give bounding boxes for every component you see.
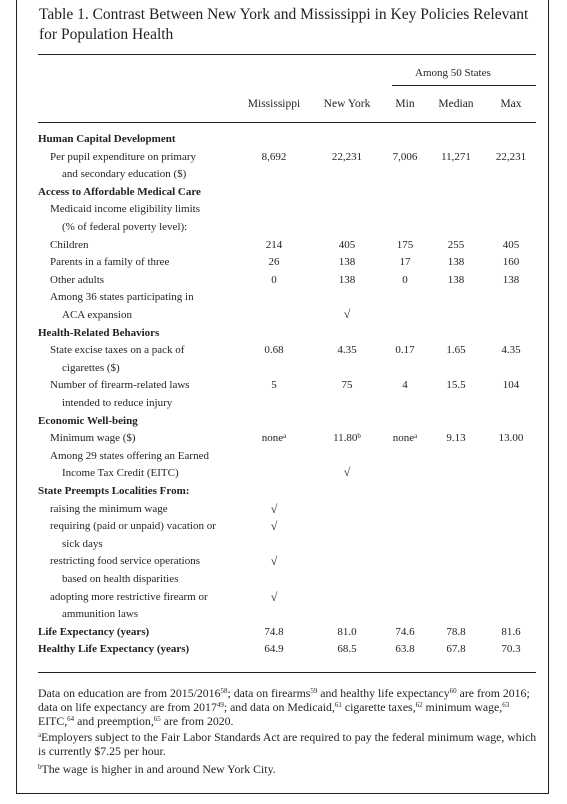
note-superscript: 62 [415, 701, 423, 709]
check-mark-icon: √ [343, 307, 351, 321]
cell-value: 138 [338, 256, 356, 269]
cell-value: 0.17 [395, 344, 415, 357]
table-cell [476, 256, 546, 269]
cell-value: 138 [338, 273, 356, 286]
row-label: adopting more restrictive firearm or [50, 590, 208, 603]
table-cell [476, 344, 546, 357]
row-label: restricting food service operations [50, 555, 200, 568]
check-mark-icon: √ [343, 465, 351, 480]
cell-value: 5 [271, 379, 277, 392]
cell-value: 67.8 [446, 643, 466, 656]
row-label: sick days [62, 537, 103, 550]
note-superscript: 59 [310, 687, 318, 695]
cell-value: 255 [447, 238, 465, 251]
cell-value: none [392, 432, 415, 445]
row-label: raising the minimum wage [50, 502, 168, 515]
section-heading: Access to Affordable Medical Care [38, 185, 201, 198]
row-label: Medicaid income eligibility limits [50, 203, 201, 216]
cell-value: 160 [502, 256, 520, 269]
table-cell [476, 239, 546, 252]
note-text: EITC, [38, 714, 68, 728]
note-superscript: 60 [449, 687, 457, 695]
cell-value: 11,271 [441, 150, 471, 163]
column-header: Min [395, 98, 415, 110]
footnote-marker: a [414, 432, 418, 441]
note-text: ; and data on Medicaid, [223, 700, 335, 714]
cell-value: 11.80 [333, 432, 358, 445]
note-superscript: 58 [220, 687, 228, 695]
top-rule [38, 54, 536, 55]
cell-value: 405 [502, 238, 520, 251]
cell-value: 81.6 [501, 625, 521, 638]
row-label: Number of firearm-related laws [50, 379, 190, 392]
row-label: Other adults [50, 273, 105, 286]
table-cell [239, 274, 309, 287]
group-header: Among 50 States [415, 67, 491, 79]
note-text: Employers subject to the Fair Labor Standards Act are required to pay the federal minimum wage, which is currently $7.25 per hour. [38, 730, 537, 758]
table-cell [476, 379, 546, 392]
note-superscript: 61 [334, 701, 342, 709]
table-title: Table 1. Contrast Between New York and Mississippi in Key Policies Relevant for Population Health [39, 6, 529, 43]
cell-value: 405 [338, 238, 356, 251]
check-mark-icon: √ [270, 589, 278, 604]
cell-value: 1.65 [446, 344, 466, 357]
section-heading: Healthy Life Expectancy (years) [38, 643, 190, 656]
check-mark-icon: √ [270, 501, 278, 516]
note-superscript: 63 [502, 701, 510, 709]
table-cell [476, 151, 546, 164]
row-label: ACA expansion [62, 309, 132, 321]
row-label: Parents in a family of three [50, 256, 170, 269]
table-cell [476, 626, 546, 639]
cell-value: 22,231 [331, 150, 363, 163]
table-cell [239, 151, 309, 164]
cell-value: 138 [502, 273, 520, 286]
section-heading: Life Expectancy (years) [38, 625, 150, 638]
cell-value: 0.68 [264, 344, 284, 357]
cell-value: 0 [402, 273, 408, 286]
table-cell [239, 432, 309, 445]
cell-value: 74.8 [264, 625, 284, 638]
cell-value: 13.00 [498, 432, 524, 445]
note-text: Data on education are from 2015/2016 [38, 686, 221, 700]
column-header: Mississippi [247, 98, 301, 110]
row-label: Among 36 states participating in [50, 291, 194, 304]
table-note [38, 686, 538, 728]
header-rule [38, 122, 536, 123]
cell-value: 22,231 [495, 150, 527, 163]
row-label: Children [50, 238, 89, 251]
note-superscript: 65 [153, 715, 161, 723]
note-superscript: 64 [67, 715, 75, 723]
row-label: (% of federal poverty level): [62, 221, 188, 233]
row-label: based on health disparities [62, 573, 179, 585]
table-cell [239, 239, 309, 252]
cell-value: 175 [396, 238, 414, 251]
footnote-marker: a [283, 432, 287, 441]
table-cell [239, 344, 309, 357]
note-text: minimum wage, [422, 700, 503, 714]
table-note [38, 730, 538, 758]
table-cell [476, 432, 546, 445]
cell-value: 75 [341, 379, 353, 392]
row-label: intended to reduce injury [62, 397, 173, 409]
table-note [38, 762, 538, 776]
note-text: ; data on firearms [227, 686, 311, 700]
table-cell [239, 256, 309, 269]
row-label: ammunition laws [62, 608, 139, 621]
section-heading: Human Capital Development [38, 133, 176, 145]
cell-value: 4.35 [501, 344, 521, 357]
row-label: and secondary education ($) [62, 168, 187, 181]
column-header: Median [438, 98, 474, 110]
check-mark-icon: √ [270, 519, 278, 534]
cell-value: 0 [271, 273, 277, 286]
section-heading: State Preempts Localities From: [38, 485, 190, 497]
note-text: cigarette taxes, [341, 700, 416, 714]
cell-value: 64.9 [264, 643, 284, 656]
cell-value: 70.3 [501, 643, 521, 656]
row-label: Income Tax Credit (EITC) [62, 467, 179, 480]
note-superscript: 49 [216, 701, 224, 709]
cell-value: 17 [399, 256, 411, 269]
cell-value: 63.8 [395, 643, 415, 656]
table-cell [239, 379, 309, 392]
cell-value: 138 [447, 256, 465, 269]
note-superscript: a [38, 731, 42, 739]
bottom-rule [38, 672, 536, 673]
row-label: Minimum wage ($) [50, 432, 136, 445]
cell-value: none [261, 432, 284, 445]
section-heading: Economic Well-being [38, 414, 138, 427]
cell-value: 104 [502, 379, 520, 392]
row-label: Among 29 states offering an Earned [50, 449, 209, 462]
row-label: Per pupil expenditure on primary [50, 150, 197, 163]
note-text: The wage is higher in and around New York City. [41, 762, 276, 776]
row-label: State excise taxes on a pack of [50, 344, 185, 357]
table-cell [239, 643, 309, 656]
cell-value: 78.8 [446, 625, 466, 638]
cell-value: 9.13 [446, 432, 466, 445]
cell-value: 74.6 [395, 625, 415, 638]
cell-value: 68.5 [337, 643, 357, 656]
cell-value: 26 [268, 256, 280, 269]
footnote-marker: b [357, 432, 361, 441]
column-header: Max [500, 98, 522, 110]
column-header: New York [323, 98, 371, 110]
cell-value: 214 [265, 238, 283, 251]
cell-value: 81.0 [337, 625, 357, 638]
cell-value: 15.5 [446, 379, 466, 392]
check-mark-icon: √ [270, 554, 278, 569]
note-superscript: b [38, 763, 42, 771]
row-label: requiring (paid or unpaid) vacation or [50, 520, 216, 533]
group-header-rule [392, 85, 536, 86]
section-heading: Health-Related Behaviors [38, 326, 160, 339]
cell-value: 138 [447, 273, 465, 286]
cell-value: 4.35 [337, 344, 357, 357]
cell-value: 4 [402, 379, 408, 392]
note-text: and preemption, [74, 714, 154, 728]
table-cell [239, 626, 309, 639]
note-text: and healthy life expectancy [317, 686, 450, 700]
cell-value: 7,006 [392, 150, 418, 163]
note-text: are from 2020. [160, 714, 234, 728]
row-label: cigarettes ($) [62, 361, 120, 374]
note-text: are from 2016; data on life expectancy are from 2017 [38, 686, 530, 714]
table-cell [476, 274, 546, 287]
cell-value: 8,692 [261, 150, 287, 163]
table-cell [476, 643, 546, 656]
